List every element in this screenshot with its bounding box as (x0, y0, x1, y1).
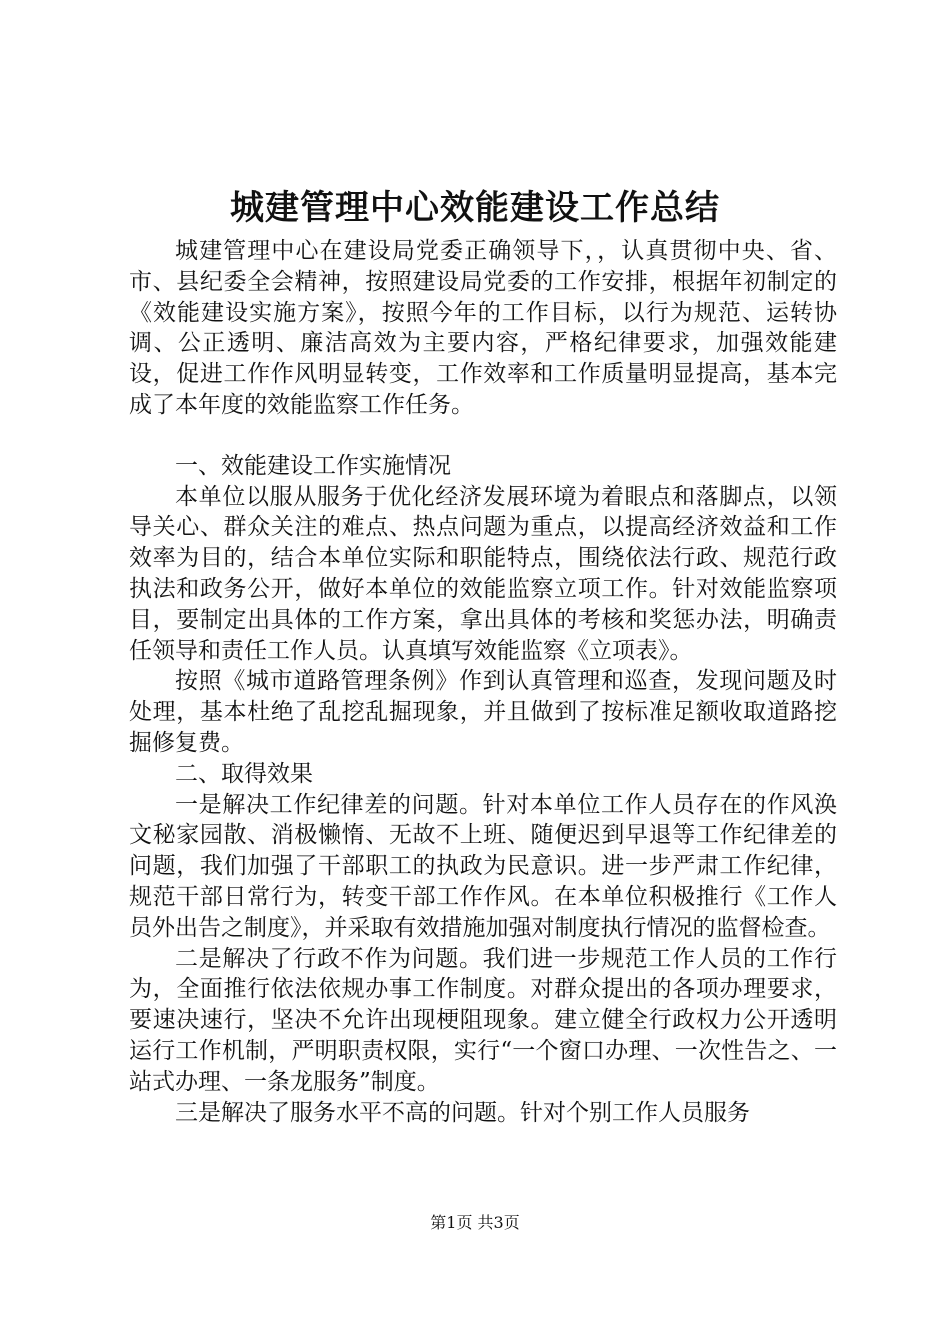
section-heading-2: 二、取得效果 (175, 760, 313, 787)
paragraph: 按照《城市道路管理条例》作到认真管理和巡查，发现问题及时处理，基本杜绝了乱挖乱掘现象，并且做到了按标准足额收取道路挖掘修复费。 (129, 668, 837, 756)
paragraph: 三是解决了服务水平不高的问题。针对个别工作人员服务 (175, 1099, 750, 1126)
section-heading-1: 一、效能建设工作实施情况 (175, 452, 451, 479)
intro-paragraph: 城建管理中心在建设局党委正确领导下，，认真贯彻中央、省、市、县纪委全会精神，按照建设局党委的工作安排，根据年初制定的《效能建设实施方案》，按照今年的工作目标，以行为规范、运转协调、公正透明、廉洁高效为主要内容，严格纪律要求，加强效能建设，促进工作作风明显转变，工作效率和工作质量明显提高，基本完成了本年度的效能监察工作任务。 (129, 238, 837, 418)
paragraph: 一是解决工作纪律差的问题。针对本单位工作人员存在的作风涣文秘家园散、消极懒惰、无故不上班、随便迟到早退等工作纪律差的问题，我们加强了干部职工的执政为民意识。进一步严肃工作纪律，规范干部日常行为，转变干部工作作风。在本单位积极推行《工作人员外出告之制度》，并采取有效措施加强对制度执行情况的监督检查。 (129, 791, 837, 941)
paragraph: 二是解决了行政不作为问题。我们进一步规范工作人员的工作行为，全面推行依法依规办事工作制度。对群众提出的各项办理要求，要速决速行，坚决不允许出现梗阻现象。建立健全行政权力公开透明运行工作机制，严明职责权限，实行“一个窗口办理、一次性告之、一站式办理、一条龙服务”制度。 (129, 945, 837, 1095)
document-title: 城建管理中心效能建设工作总结 (230, 188, 720, 228)
page-footer: 第1页 共3页 (430, 1213, 520, 1232)
document-body (129, 236, 837, 1128)
paragraph: 本单位以服从服务于优化经济发展环境为着眼点和落脚点，以领导关心、群众关注的难点、热点问题为重点，以提高经济效益和工作效率为目的，结合本单位实际和职能特点，围绕依法行政、规范行政执法和政务公开，做好本单位的效能监察立项工作。针对效能监察项目，要制定出具体的工作方案，拿出具体的考核和奖惩办法，明确责任领导和责任工作人员。认真填写效能监察《立项表》。 (129, 483, 837, 664)
